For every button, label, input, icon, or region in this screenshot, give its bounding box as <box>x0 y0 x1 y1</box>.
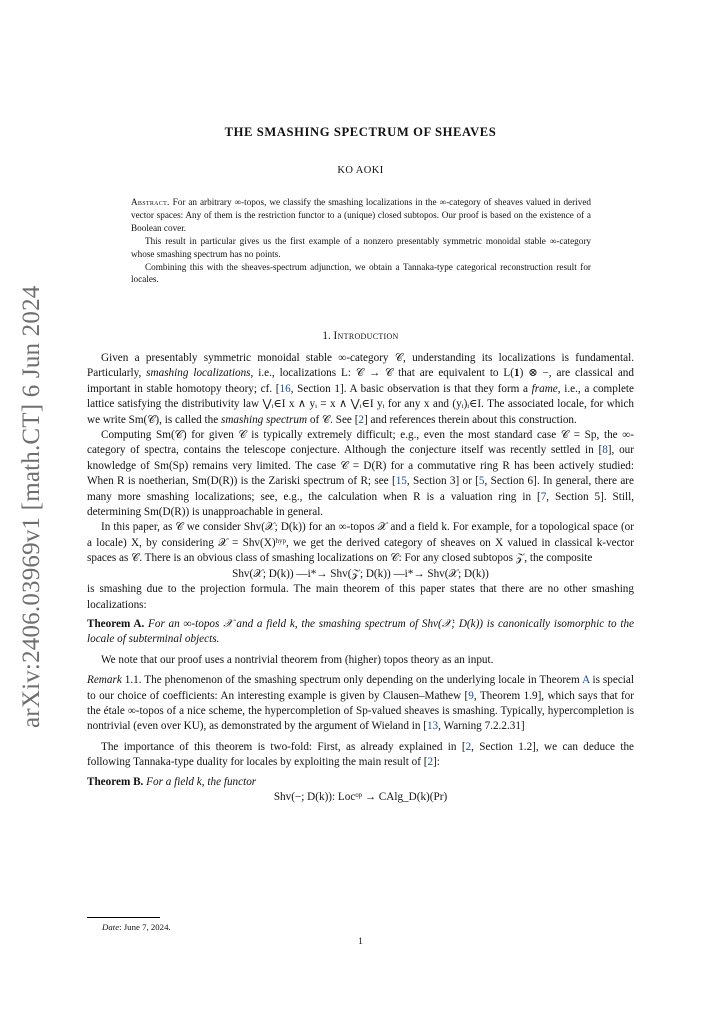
paper-title: THE SMASHING SPECTRUM OF SHEAVES <box>224 125 497 139</box>
paragraph-5: We note that our proof uses a nontrivial theorem from (higher) topos theory as an input. <box>101 653 494 666</box>
citation-link[interactable]: 9 <box>468 689 474 702</box>
display-equation-1: Shv(𝒳; D(k)) —i*→ Shv(𝒵; D(k)) —i*→ Shv(𝒳; D(k)) <box>232 567 489 580</box>
theorem-b-heading: Theorem B. <box>87 775 144 788</box>
citation-link[interactable]: 13 <box>426 720 439 733</box>
paragraph-2: Computing Sm(𝒞) for given 𝒞 is typically extremely difficult; e.g., even the most standard case 𝒞 = Sp, the ∞-category of spectra, contains the telescope conjecture. Although the conjecture itself was recently settled in [8], our knowledge of Sm(Sp) remains very limited. The case 𝒞 = D(R) for a commutative ring R has been actively studied: When R is noetherian, Sm(D(R)) is the Zariski spectrum of R; see [15, Section 3] or [5, Section 6]. In general, there are many more smashing localizations; see, e.g., the calculation when R is a valuation ring in [7, Section 5]. Still, determining Sm(D(R)) is unapproachable in general. <box>87 429 635 519</box>
abstract-paragraph-2: This result in particular gives us the first example of a nonzero presentably symmetric monoidal stable ∞-category whose smashing spectrum has no points. <box>131 235 591 259</box>
display-equation-2: Shv(−; D(k)): Locᵒᵖ → CAlg_D(k)(Pr) <box>273 790 448 803</box>
theorem-b <box>87 775 634 790</box>
theorem-a-heading: Theorem A. <box>87 617 145 630</box>
paragraph-1: Given a presentably symmetric monoidal stable ∞-category 𝒞, understanding its localizations is fundamental. Particularly, smashing localizations, i.e., localizations L: 𝒞 → 𝒞 that are equivalent to L(𝟏) ⊗ −, are classical and important in stable homotopy theory; cf. [16, Section 1]. A basic observation is that they form a frame, i.e., a complete lattice satisfying the distributivity law ⋁ᵢ∈I x ∧ yᵢ = x ∧ ⋁ᵢ∈I yᵢ for any x and (yᵢ)ᵢ∈I. The associated locale, for which we write Sm(𝒞), is called the smashing spectrum of 𝒞. See [2] and references therein about this construction. <box>87 352 634 426</box>
citation-link[interactable]: 5 <box>478 475 485 488</box>
citation-link[interactable]: 15 <box>395 475 407 488</box>
citation-link[interactable]: 7 <box>540 490 547 503</box>
theorem-a <box>87 617 634 648</box>
abstract-paragraph-3: Combining this with the sheaves-spectrum adjunction, we obtain a Tannaka-type categorical reconstruction result for locales. <box>131 261 591 285</box>
citation-link[interactable]: 2 <box>427 756 434 769</box>
theorem-link[interactable]: A <box>582 674 590 687</box>
citation-link[interactable]: 2 <box>358 413 365 426</box>
footnote-rule <box>87 917 160 918</box>
citation-link[interactable]: 8 <box>602 444 608 457</box>
arxiv-identifier: arXiv:2406.03969v1 [math.CT] 6 Jun 2024 <box>18 285 45 728</box>
section-title: Introduction <box>333 330 399 342</box>
abstract <box>131 196 591 286</box>
page-number: 1 <box>358 937 363 947</box>
section-heading <box>0 330 721 342</box>
main-text <box>87 351 634 805</box>
paragraph-6: The importance of this theorem is two-fold: First, as already explained in [2, Section 1.2], we can deduce the following Tannaka-type duality for locales by exploiting the main result of [2]: <box>87 740 634 769</box>
abstract-label: Abstract. <box>131 197 170 207</box>
citation-link[interactable]: 2 <box>465 740 472 753</box>
paragraph-4: is smashing due to the projection formula. The main theorem of this paper states that there are no other smashing localizations: <box>87 583 634 611</box>
paper-author: KO AOKI <box>337 165 384 176</box>
citation-link[interactable]: 16 <box>279 382 291 395</box>
remark-1-1: Remark 1.1. The phenomenon of the smashing spectrum only depending on the underlying locale in Theorem A is special to our choice of coefficients: An interesting example is given by Clausen–Mathew [9, Theorem 1.9], which says that for the étale ∞-topos of a nice scheme, the hypercompletion of Sp-valued sheaves is smashing. Typically, hypercompletion is nontrivial (even over KU), as demonstrated by the argument of Wieland in [13, Warning 7.2.2.31] <box>87 674 634 733</box>
footnote-date: Date: June 7, 2024. <box>102 922 171 932</box>
abstract-paragraph-1: For an arbitrary ∞-topos, we classify the smashing localizations in the ∞-category of sheaves valued in derived vector spaces: Any of them is the restriction functor to a (unique) closed subtopos. Our proof is based on the existence of a Boolean cover. <box>131 197 591 233</box>
paragraph-3: In this paper, as 𝒞 we consider Shv(𝒳; D(k)) for an ∞-topos 𝒳 and a field k. For example, for a topological space (or a locale) X, by considering 𝒳 = Shv(X)ʰʸᵖ, we get the derived category of sheaves on X valued in classical k-vector spaces as 𝒞. There is an obvious class of smashing localizations on 𝒞: For any closed subtopos 𝒵, the composite <box>87 521 634 565</box>
section-number: 1. <box>322 330 331 342</box>
theorem-b-body: For a field k, the functor <box>146 775 257 788</box>
theorem-a-body: For an ∞-topos 𝒳 and a field k, the smashing spectrum of Shv(𝒳; D(k)) is canonically isomorphic to the locale of subterminal objects. <box>87 617 635 646</box>
